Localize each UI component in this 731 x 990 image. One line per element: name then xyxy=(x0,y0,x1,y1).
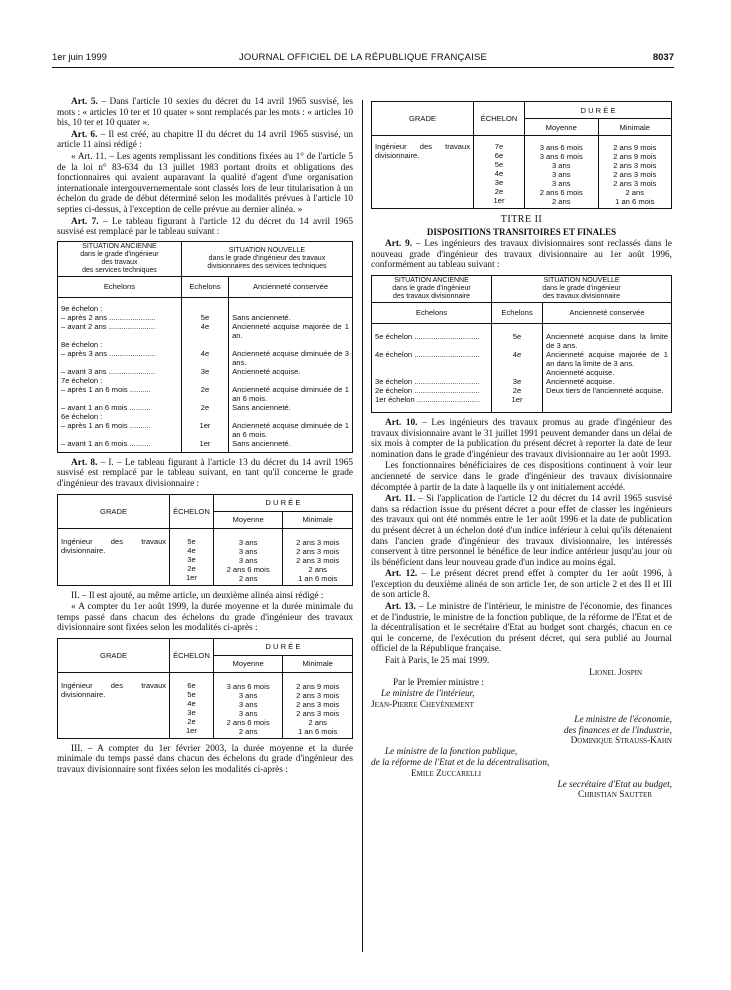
table-body xyxy=(372,323,672,412)
col-grade: GRADE xyxy=(58,494,170,528)
new-echelons-cell: 5e 4e 4e 3e 2e 2e 1er 1er xyxy=(181,297,228,452)
article-9: Art. 9. – Les ingénieurs des travaux divisionnaires sont reclassés dans le nouveau grade d'ingénieur des travaux divisionnaire au 1er août 1996, conformément au tableau suivant : xyxy=(371,239,672,271)
secretaire-budget: Le secrétaire d'Etat au budget, xyxy=(557,779,672,790)
header-title: JOURNAL OFFICIEL DE LA RÉPUBLIQUE FRANÇAISE xyxy=(238,52,488,63)
col-echelon: ÉCHELON xyxy=(170,638,214,672)
col-grade: GRADE xyxy=(58,638,170,672)
minimale-cell: 2 ans 9 mois 2 ans 3 mois 2 ans 3 mois 2 ans 3 mois 2 ans 1 an 6 mois xyxy=(283,672,353,738)
article-7: Art. 7. – Le tableau figurant à l'article 12 du décret du 14 avril 1965 susvisé est remplacé par le tableau suivant : xyxy=(57,216,354,238)
col-echelons-new: Echelons xyxy=(181,276,228,297)
signature-jospin: Lionel Jospin xyxy=(589,667,642,678)
ministre-fonction-publique-1: Le ministre de la fonction publique, xyxy=(385,747,518,758)
anciennete-cell: Ancienneté acquise dans la limite de 3 ans. Ancienneté acquise majorée de 1 an dans la limite de 3 ans. Ancienneté acquise. Ancienneté acquise. Deux tiers de l'ancienneté acquise. xyxy=(543,323,672,412)
moyenne-cell: 3 ans 6 mois 3 ans 3 ans 3 ans 2 ans 6 mois 2 ans xyxy=(213,672,283,738)
ministre-fonction-publique-2: de la réforme de l'Etat et de la décentralisation, xyxy=(371,758,550,768)
column-divider xyxy=(362,100,363,952)
par-premier-ministre: Par le Premier ministre : xyxy=(393,678,484,689)
left-column xyxy=(57,97,353,777)
paragraph-quote: « A compter du 1er août 1999, la durée moyenne et la durée minimale du temps passé dans chacun des échelons du grade d'ingénieur des travaux divisionnaire sont fixées selon les modalités ci-après : xyxy=(57,602,353,634)
signatures xyxy=(371,668,672,802)
paragraph-iii: III. – A compter du 1er février 2003, la durée moyenne et la durée minimale du temps passé dans chacun des échelons du grade d'ingénieur des travaux divisionnaire sont fixées selon les modalités ci-après : xyxy=(57,743,353,776)
col-echelons-old: Echelons xyxy=(58,276,182,297)
col-echelons-old: Echelons xyxy=(372,302,492,323)
right-column xyxy=(371,97,672,801)
table-body xyxy=(58,297,353,452)
signature-chevenement: Jean-Pierre Chevènement xyxy=(371,700,474,711)
echelon-cell: 5e 4e 3e 2e 1er xyxy=(170,528,214,585)
duree-table-2 xyxy=(57,638,353,739)
col-echelon: ÉCHELON xyxy=(170,494,214,528)
article-10-para2: Les fonctionnaires bénéficiaires de ces dispositions continuent à voir leur ancienneté de service dans le grade d'ingénieur des travaux divisionnaire décomptée à partir de la date à laquelle ils y ont initialement accédé. xyxy=(371,461,672,493)
article-11: Art. 11. – Si l'application de l'article 12 du décret du 14 avril 1965 susvisé dans sa rédaction issue du présent décret a pour effet de classer les ingénieurs des travaux qui ont été nommés entre le 1er août 1996 et la date de publication du présent décret à un échelon doté d'un indice inférieur à celui qu'ils détenaient dans l'ancien grade d'ingénieur des travaux divisionnaire, les intéressés conservent à titre personnel le bénéfice de leur indice antérieur jusqu'au jour où ils bénéficient dans leur nouveau grade d'un indice au moins égal. xyxy=(371,494,672,568)
fait-a-paris: Fait à Paris, le 25 mai 1999. xyxy=(385,656,490,667)
paragraph-ii: II. – Il est ajouté, au même article, un deuxième alinéa ainsi rédigé : xyxy=(71,590,324,601)
echelon-cell: 6e 5e 4e 3e 2e 1er xyxy=(170,672,214,738)
section-subtitle: DISPOSITIONS TRANSITOIRES ET FINALES xyxy=(426,226,617,237)
ministre-interieur: Le ministre de l'intérieur, xyxy=(381,689,475,700)
section-title: TITRE II xyxy=(500,214,543,225)
header-rule xyxy=(52,67,674,68)
col-anciennete: Ancienneté conservée xyxy=(543,302,672,323)
moyenne-cell: 3 ans 3 ans 3 ans 2 ans 6 mois 2 ans xyxy=(213,528,283,585)
article-6: Art. 6. – Il est créé, au chapitre II du décret du 14 avril 1965 susvisé, un article 11 ainsi rédigé : xyxy=(57,129,353,151)
grade-cell: Ingénieur des travaux divisionnaire. xyxy=(58,672,170,738)
col-moyenne: Moyenne xyxy=(213,511,283,528)
signature-strauss-kahn: Dominique Strauss-Kahn xyxy=(570,736,672,747)
ministre-economie-1: Le ministre de l'économie, xyxy=(574,714,672,725)
article-12: Art. 12. – Le présent décret prend effet à compter du 1er août 1996, à l'exception du deuxième alinéa de son article 1er, de son article 2 et des II et III de son article 8. xyxy=(371,569,672,601)
page-header xyxy=(52,52,674,66)
echelon-cell: 7e 6e 5e 4e 3e 2e 1er xyxy=(474,136,525,209)
header-situation-ancienne: SITUATION ANCIENNE dans le grade d'ingénieur des travaux divisionnaire xyxy=(372,275,492,302)
col-grade: GRADE xyxy=(372,102,474,136)
col-duree: D U R É E xyxy=(525,102,672,119)
old-echelons-cell: 9e échelon : – après 2 ans ...................... – avant 2 ans ...................... 8e échelon : – après 3 ans ...................... – avant 3 ans ...................... 7e échelon : – après 1 an 6 mois .......... – avant 1 an 6 mois .......... 6e échelon : – après 1 an 6 mois .......... – avant 1 an 6 mois .......... xyxy=(58,297,182,452)
signature-zuccarelli: Emile Zuccarelli xyxy=(411,768,482,779)
minimale-cell: 2 ans 9 mois 2 ans 9 mois 2 ans 3 mois 2 ans 3 mois 2 ans 3 mois 2 ans 1 an 6 mois xyxy=(598,136,672,209)
header-situation-ancienne: SITUATION ANCIENNE dans le grade d'ingénieur des travaux des services techniques xyxy=(58,241,182,276)
grade-cell: Ingénieur des travaux divisionnaire. xyxy=(58,528,170,585)
article-10: Art. 10. – Les ingénieurs des travaux promus au grade d'ingénieur des travaux divisionnaire avant le 31 juillet 1991 peuvent demander dans un délai de six mois à compter de la publication du présent décret à reporter la date de leur nomination dans le grade d'ingénieur des travaux divisionnaire au 1er août 1993. xyxy=(371,417,672,460)
col-echelons-new: Echelons xyxy=(492,302,543,323)
moyenne-cell: 3 ans 6 mois 3 ans 6 mois 3 ans 3 ans 3 ans 2 ans 6 mois 2 ans xyxy=(525,136,599,209)
header-page-number: 8037 xyxy=(652,52,674,63)
signature-sautter: Christian Sautter xyxy=(578,790,652,801)
article-5: Art. 5. – Dans l'article 10 sexies du décret du 14 avril 1965 susvisé, les mots : « articles 10 ter et 10 quater » sont remplacés par les mots : « articles 10 bis, 10 ter et 10 quater ». xyxy=(57,97,353,129)
col-duree: D U R É E xyxy=(213,494,352,511)
col-duree: D U R É E xyxy=(213,638,352,655)
col-echelon: ÉCHELON xyxy=(474,102,525,136)
new-echelons-cell: 5e 4e 3e 2e 1er xyxy=(492,323,543,412)
anciennete-cell: Sans ancienneté. Ancienneté acquise majorée de 1 an. Ancienneté acquise diminuée de 3 ans. Ancienneté acquise. Ancienneté acquise diminuée de 1 an 6 mois. Sans ancienneté. Ancienneté acquise diminuée de 1 an 6 mois. Sans ancienneté. xyxy=(229,297,353,452)
old-echelons-cell: 5e échelon ............................... 4e échelon ............................... 3e échelon ............................... 2e échelon ............................... 1er échelon .............................. xyxy=(372,323,492,412)
col-moyenne: Moyenne xyxy=(525,119,599,136)
duree-table-3 xyxy=(371,101,672,209)
col-moyenne: Moyenne xyxy=(213,655,283,672)
col-minimale: Minimale xyxy=(598,119,672,136)
article-13: Art. 13. – Le ministre de l'intérieur, le ministre de l'économie, des finances et de l'industrie, le ministre de la fonction publique, de la réforme de l'Etat et de la décentralisation et le secrétaire d'Etat au budget sont chargés, chacun en ce qui le concerne, de l'exécution du présent décret, qui sera publié au Journal officiel de la République française. xyxy=(371,602,672,655)
grade-cell: Ingénieur des travaux divisionnaire. xyxy=(372,136,474,209)
minimale-cell: 2 ans 3 mois 2 ans 3 mois 2 ans 3 mois 2 ans 1 an 6 mois xyxy=(283,528,353,585)
reclassement-table-techniques xyxy=(57,241,353,453)
reclassement-table-divisionnaire xyxy=(371,275,672,413)
header-situation-nouvelle: SITUATION NOUVELLE dans le grade d'ingénieur des travaux divisionnaires des services techniques xyxy=(181,241,352,276)
header-situation-nouvelle: SITUATION NOUVELLE dans le grade d'ingénieur des travaux divisionnaire xyxy=(492,275,672,302)
duree-table-1 xyxy=(57,494,353,586)
article-8: Art. 8. – I. – Le tableau figurant à l'article 13 du décret du 14 avril 1965 susvisé est remplacé par le tableau suivant, en tant qu'il concerne le grade d'ingénieur des travaux divisionnaire : xyxy=(57,457,354,489)
header-date: 1er juin 1999 xyxy=(52,52,107,63)
article-11-quote: « Art. 11. – Les agents remplissant les conditions fixées au 1° de l'article 5 de la loi n° 83-634 du 13 juillet 1983 portant droits et obligations des fonctionnaires qui avaient auparavant la qualité d'agent d'une organisation internationale intergouvernementale sont classés lors de leur titularisation à un échelon du grade de début déterminé selon les modalités prévues à l'article 10 septies ci-dessus, à l'exception de celle prévue au dernier alinéa. » xyxy=(57,151,353,215)
ministre-economie-2: des finances et de l'industrie, xyxy=(563,725,672,736)
col-anciennete: Ancienneté conservée xyxy=(229,276,353,297)
col-minimale: Minimale xyxy=(283,511,353,528)
col-minimale: Minimale xyxy=(283,655,353,672)
